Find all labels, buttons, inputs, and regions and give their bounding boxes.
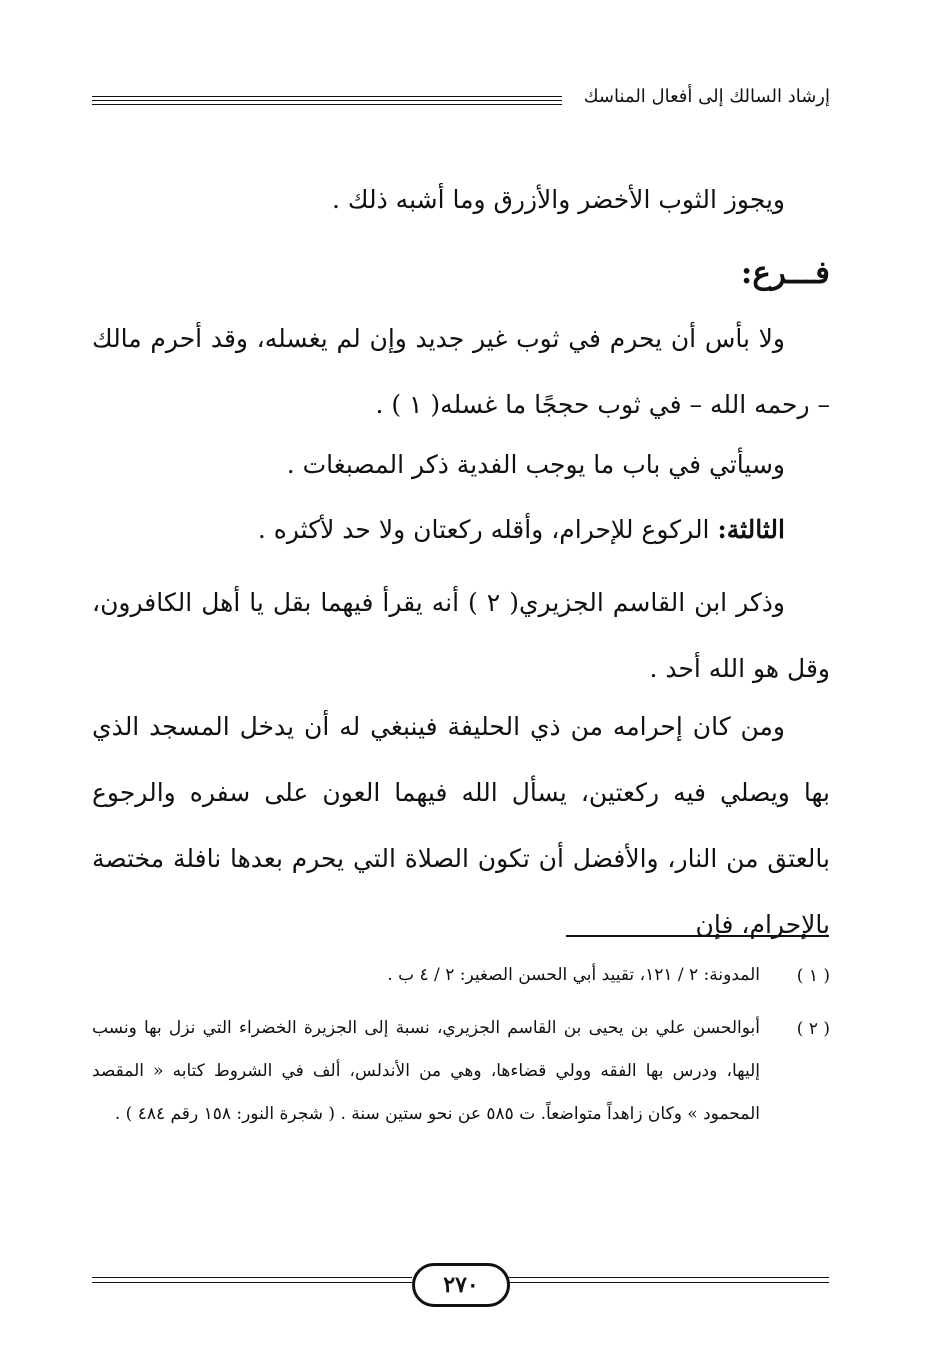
footnote-text: أبوالحسن علي بن يحيى بن القاسم الجزيري، نسبة إلى الجزيرة الخضراء التي نزل بها ونسب إليها، ودرس بها الفقه وولي قضاءها، وهي من الأندلس، ألف في الشروط كتابه « المقصد المحمود » وكان زاهداً متواضعاً. ت ٥٨٥ عن نحو ستين سنة . ( شجرة النور: ١٥٨ رقم ٤٨٤ ) . — [92, 1018, 760, 1124]
page-number: ٢٧٠ — [412, 1263, 510, 1307]
body-line: ويجوز الثوب الأخضر والأزرق وما أشبه ذلك . — [332, 185, 785, 214]
paragraph: ولا بأس أن يحرم في ثوب غير جديد وإن لم يغسله، وقد أحرم مالك – رحمه الله – في ثوب حججًا ما غسله( ١ ) . — [92, 324, 830, 419]
header-rule — [92, 100, 562, 101]
footnote-separator — [566, 935, 829, 937]
header-rule — [92, 104, 562, 105]
paragraph-label: الثالثة: — [717, 515, 785, 544]
footer-rule — [504, 1277, 829, 1278]
paragraph: وذكر ابن القاسم الجزيري( ٢ ) أنه يقرأ فيهما بقل يا أهل الكافرون، وقل هو الله أحد . — [92, 588, 830, 683]
section-heading: فـــرع: — [740, 255, 830, 291]
paragraph: وسيأتي في باب ما يوجب الفدية ذكر المصبغات . — [286, 450, 785, 479]
running-header-title: إرشاد السالك إلى أفعال المناسك — [583, 86, 830, 107]
footer-rule — [504, 1282, 829, 1283]
footnote-number: ( ١ ) — [796, 966, 830, 986]
footer-rule — [92, 1277, 412, 1278]
paragraph: ومن كان إحرامه من ذي الحليفة فينبغي له أن يدخل المسجد الذي بها ويصلي فيه ركعتين، يسأل الله فيهما العون على سفره والرجوع بالعتق من النار، والأفضل أن تكون الصلاة التي يحرم بعدها نافلة مختصة بالإحرام، فإن — [92, 712, 830, 939]
footnote-number: ( ٢ ) — [796, 1019, 830, 1039]
footnote-text: المدونة: ٢ / ١٢١، تقييد أبي الحسن الصغير: ٢ / ٤ ب . — [387, 965, 760, 985]
footer-rule — [92, 1282, 412, 1283]
header-rule — [92, 96, 562, 97]
paragraph-text: الركوع للإحرام، وأقله ركعتان ولا حد لأكثره . — [257, 515, 718, 544]
paragraph — [258, 515, 785, 544]
